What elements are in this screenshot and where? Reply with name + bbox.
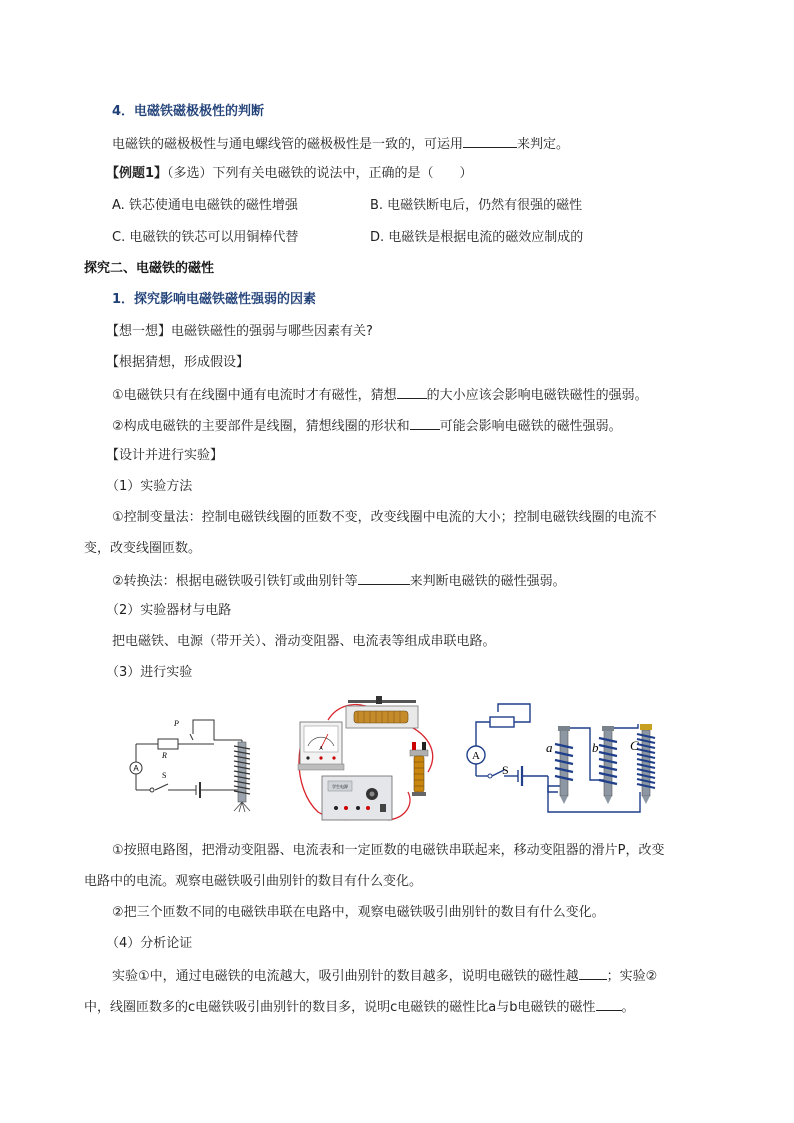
analysis1-text-a: 实验①中，通过电磁铁的电流越大，吸引曲别针的数目越多，说明电磁铁的磁性越 [112,969,579,984]
option-d: D. 电磁铁是根据电流的磁效应制成的 [370,230,584,245]
hypo1-text-b: 的大小应该会影响电磁铁磁性的强弱。 [426,388,648,403]
procedure-1-line-2: 电路中的电流。观察电磁铁吸引曲别针的数目有什么变化。 [84,874,423,889]
hypo2-text-a: ②构成电磁铁的主要部件是线圈，猜想线圈的形状和 [112,419,410,434]
analysis-line-2 [84,997,635,1017]
circuit-diagram-3 [458,700,668,818]
step-4-heading: （4）分析论证 [106,936,193,951]
electromagnet-coil [234,742,250,812]
answer-blank[interactable] [358,571,410,585]
example-stem: （多选）下列有关电磁铁的说法中，正确的是（ ） [167,166,473,181]
electromagnet-b [599,726,617,804]
sub-1-heading: 1．探究影响电磁铁磁性强弱的因素 [112,292,317,307]
option-a: A. 铁芯使通电电磁铁的磁性增强 [112,198,298,213]
explore-2-heading: 探究二、电磁铁的磁性 [84,261,215,276]
answer-blank[interactable] [397,385,427,399]
answer-blank[interactable] [596,997,622,1011]
ammeter [298,722,344,770]
section-4-heading: 4．电磁铁磁极极性的判断 [112,104,265,119]
slider-label: P [174,719,179,728]
circuit-diagram-1 [118,716,268,816]
coil-b-label: b [592,740,599,755]
analysis2-text-a: 中，线圈匝数多的c电磁铁吸引曲别针的数目多，说明c电磁铁的磁性比a与b电磁铁的磁性 [84,1000,596,1015]
example-1 [106,165,473,183]
answer-blank[interactable] [410,416,440,430]
option-c: C. 电磁铁的铁芯可以用铜棒代替 [112,230,299,245]
power-supply-label: 学生电源 [332,784,348,789]
answer-blank[interactable] [579,966,607,980]
think-line: 【想一想】电磁铁磁性的强弱与哪些因素有关? [106,324,373,339]
analysis2-text-b: 。 [621,1000,635,1015]
ammeter-face-label: A [319,746,323,752]
method-1-line-2: 变，改变线圈匝数。 [84,541,202,556]
switch-contact [150,788,154,792]
hypo2-text-b: 可能会影响电磁铁的磁性强弱。 [439,419,622,434]
hypothesis-heading: 【根据猜想，形成假设】 [106,355,250,370]
step-3-heading: （3）进行实验 [106,665,193,680]
sec4-text-a: 电磁铁的磁极极性与通电螺线管的磁极极性是一致的，可运用 [112,137,464,152]
equipment-line: 把电磁铁、电源（带开关）、滑动变阻器、电流表等组成串联电路。 [112,634,496,649]
method-2 [112,571,566,591]
answer-blank[interactable] [463,134,517,148]
switch-contact [488,774,492,778]
ammeter-label: A [133,764,139,773]
hypo1-text-a: ①电磁铁只有在线圈中通有电流时才有磁性，猜想 [112,388,397,403]
ammeter-label: A [472,750,480,762]
hypothesis-2 [112,416,622,436]
analysis-line-1 [112,966,657,986]
apparatus-illustration [288,692,450,828]
design-heading: 【设计并进行实验】 [106,448,224,463]
rheostat [346,696,418,728]
sec4-paragraph [112,134,569,154]
step-1-heading: （1）实验方法 [106,479,193,494]
method-1-line-1: ①控制变量法：控制电磁铁线圈的匝数不变，改变线圈中电流的大小；控制电磁铁线圈的电流不 [112,510,657,525]
option-b: B. 电磁铁断电后，仍然有很强的磁性 [370,198,583,213]
method2-text-a: ②转换法：根据电磁铁吸引铁钉或曲别针等 [112,574,358,589]
coil-c-label: C [630,738,639,753]
method2-text-b: 来判断电磁铁的磁性强弱。 [409,574,566,589]
example-tag: 【例题1】 [106,166,168,181]
electromagnet-stand [410,742,428,796]
coil-a-label: a [546,740,553,755]
step-2-heading: （2）实验器材与电路 [106,603,232,618]
switch-label: S [162,771,167,780]
procedure-2: ②把三个匝数不同的电磁铁串联在电路中，观察电磁铁吸引曲别针的数目有什么变化。 [112,905,605,920]
hypothesis-1 [112,385,648,405]
analysis1-text-b: ；实验② [606,969,658,984]
sec4-text-b: 来判定。 [517,137,570,152]
resistor-label: R [162,751,167,760]
procedure-1-line-1: ①按照电路图，把滑动变阻器、电流表和一定匝数的电磁铁串联起来，移动变阻器的滑片P，改变 [112,843,665,858]
power-supply [322,776,392,820]
switch-label: S [502,763,509,777]
